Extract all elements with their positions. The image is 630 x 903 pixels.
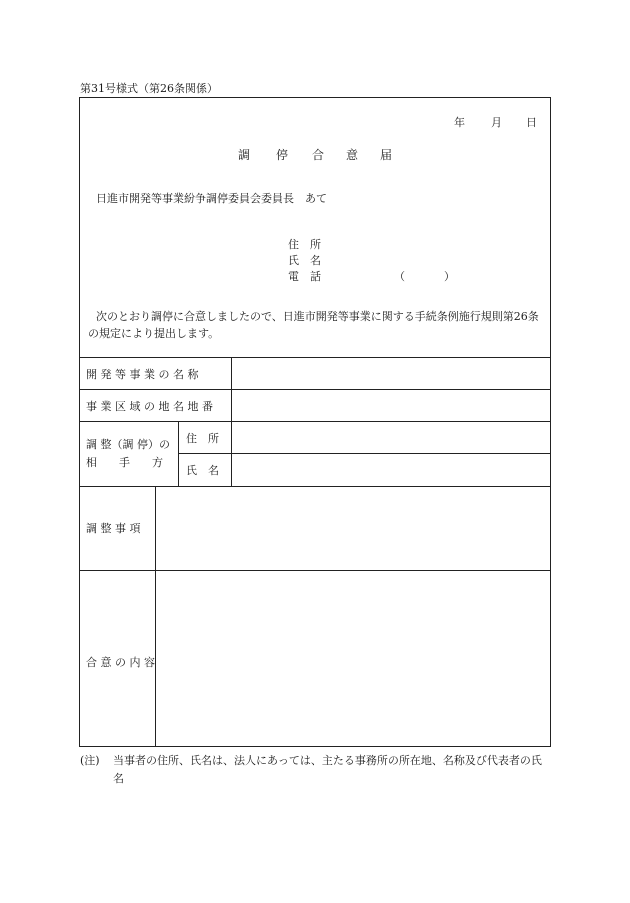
date-year-label: 年 (454, 116, 465, 129)
body-text: 次のとおり調停に合意しましたので、日進市開発等事業に関する手続条例施行規則第26条の規定により提出します。 (88, 310, 539, 340)
agreement-label: 合 意 の 内 容 (86, 656, 155, 669)
counterpart-address-field[interactable] (232, 422, 550, 453)
note-prefix: (注) (80, 754, 100, 767)
column-divider (178, 421, 179, 486)
applicant-name-label: 氏 名 (288, 254, 321, 267)
form-title-char: 意 (346, 148, 359, 162)
phone-paren-open: （ (394, 270, 405, 283)
agreement-field[interactable] (156, 571, 550, 746)
counterpart-name-label: 氏 名 (186, 464, 219, 477)
addressee: 日進市開発等事業紛争調停委員会委員長 あて (96, 192, 327, 205)
form-number: 第31号様式（第26条関係） (80, 82, 218, 95)
phone-paren-close: ） (444, 270, 455, 283)
counterpart-label-2: 相 手 方 (86, 456, 163, 469)
form-frame (79, 97, 551, 747)
form-title-char: 調 (238, 148, 251, 162)
project-area-field[interactable] (232, 390, 550, 421)
note-text: 当事者の住所、氏名は、法人にあっては、主たる事務所の所在地、名称及び代表者の氏名 (113, 754, 542, 785)
counterpart-address-label: 住 所 (186, 432, 219, 445)
project-name-label: 開 発 等 事 業 の 名 称 (86, 368, 199, 381)
applicant-phone-label: 電 話 (288, 270, 321, 283)
project-name-field[interactable] (232, 358, 550, 389)
project-area-label: 事 業 区 域 の 地 名 地 番 (86, 400, 213, 413)
date-month-label: 月 (491, 116, 502, 129)
applicant-address-label: 住 所 (288, 238, 321, 251)
adjust-items-field[interactable] (156, 487, 550, 570)
adjust-items-label: 調 整 事 項 (86, 522, 141, 535)
date-day-label: 日 (526, 116, 537, 129)
form-title-char: 届 (380, 148, 393, 162)
form-title-char: 停 (276, 148, 289, 162)
counterpart-name-field[interactable] (232, 454, 550, 486)
counterpart-label: 調 整（調 停）の (86, 438, 170, 451)
form-title-char: 合 (312, 148, 325, 162)
